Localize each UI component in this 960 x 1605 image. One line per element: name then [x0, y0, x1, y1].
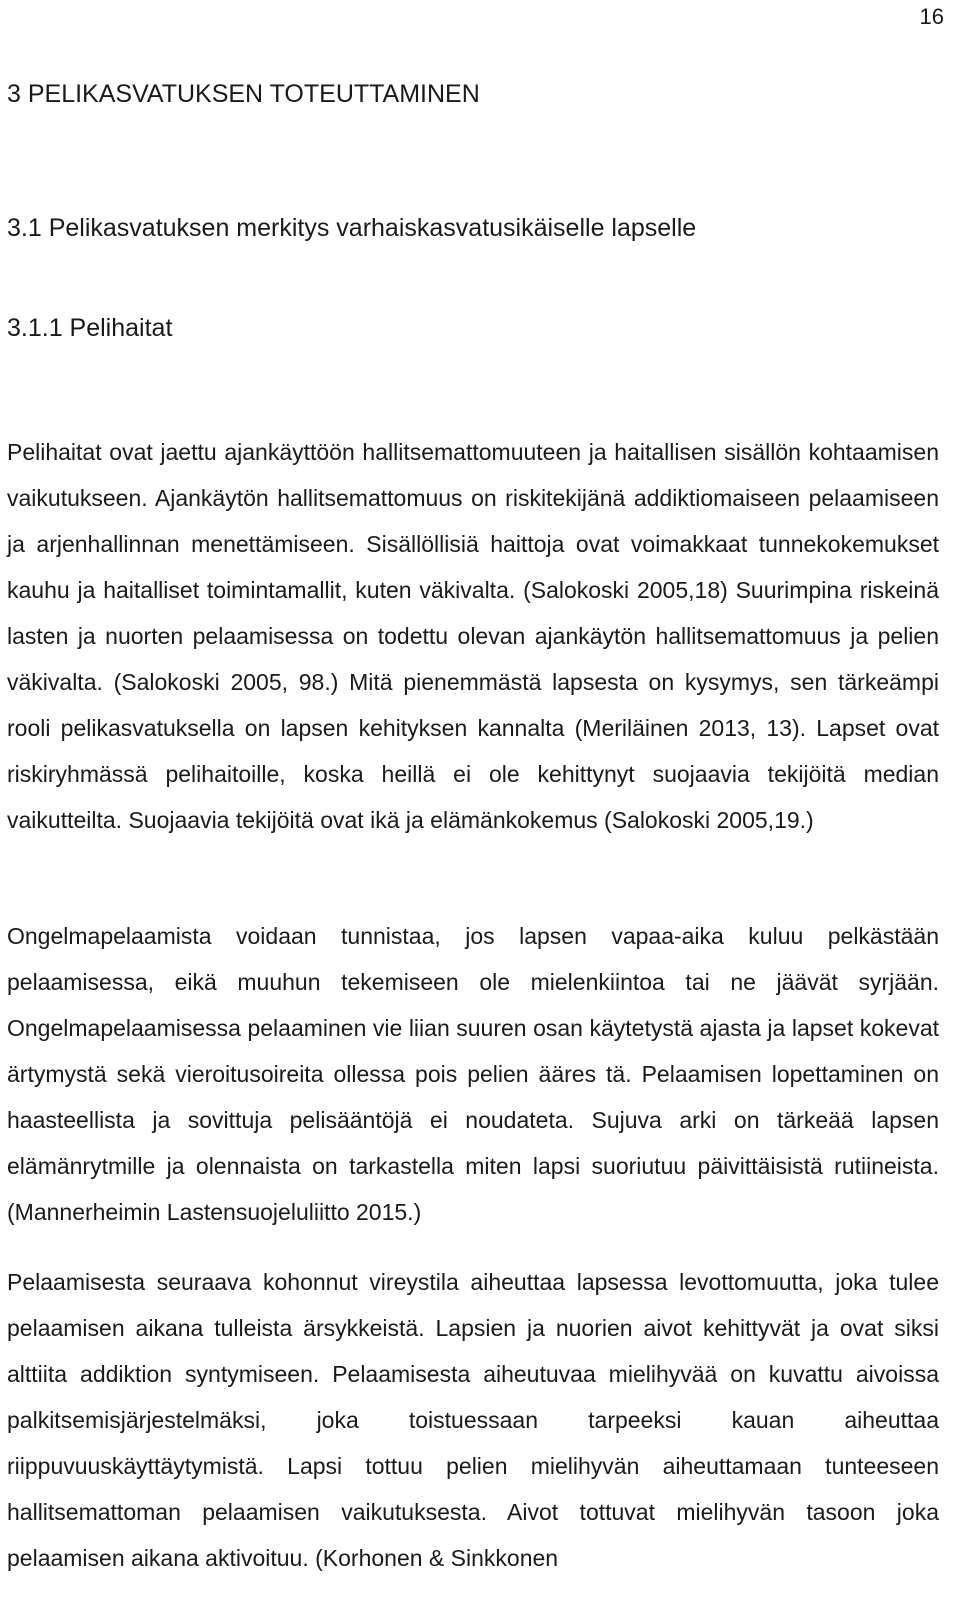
paragraph-ongelmapelaaminen: Ongelmapelaamista voidaan tunnistaa, jos lapsen vapaa-aika kuluu pelkästään pelaamisessa, eikä muuhun tekemiseen ole mielenkiintoa tai ne jäävät syrjään. Ongelmapelaamisessa pelaaminen vie liian suuren osan käytetystä ajasta ja lapset kokevat ärtymystä sekä vieroitusoireita ollessa pois pelien ääres tä. Pelaamisen lopettaminen on haasteellista ja sovittuja pelisääntöjä ei noudateta. Sujuva arki on tärkeää lapsen elämänrytmille ja olennaista on tarkastella miten lapsi suoriutuu päivittäisistä rutiineista. (Mannerheimin Lastensuojeluliitto 2015.)	[7, 923, 939, 1225]
chapter-heading: 3 PELIKASVATUKSEN TOTEUTTAMINEN	[7, 80, 480, 108]
paragraph-vireystila: Pelaamisesta seuraava kohonnut vireystila aiheuttaa lapsessa levottomuutta, joka tulee pelaamisen aikana tulleista ärsykkeistä. Lapsien ja nuorien aivot kehittyvät ja ovat siksi alttiita addiktion syntymiseen. Pelaamisesta aiheutuvaa mielihyvää on kuvattu aivoissa palkitsemisjärjestelmäksi, joka toistuessaan tarpeeksi kauan aiheuttaa riippuvuuskäyttäytymistä. Lapsi tottuu pelien mielihyvän aiheuttamaan tunteeseen hallitsemattoman pelaamisen vaikutuksesta. Aivot tottuvat mielihyvän tasoon joka pelaamisen aikana aktivoituu. (Korhonen & Sinkkonen	[7, 1269, 939, 1571]
paragraph-pelihaitat: Pelihaitat ovat jaettu ajankäyttöön hallitsemattomuuteen ja haitallisen sisällön kohtaamisen vaikutukseen. Ajankäytön hallitsemattomuus on riskitekijänä addiktiomaiseen pelaamiseen ja arjenhallinnan menettämiseen. Sisällöllisiä haittoja ovat voimakkaat tunnekokemukset kauhu ja haitalliset toimintamallit, kuten väkivalta. (Salokoski 2005,18) Suurimpina riskeinä lasten ja nuorten pelaamisessa on todettu olevan ajankäytön hallitsemattomuus ja pelien väkivalta. (Salokoski 2005, 98.) Mitä pienemmästä lapsesta on kysymys, sen tärkeämpi rooli pelikasvatuksella on lapsen kehityksen kannalta (Meriläinen 2013, 13). Lapset ovat riskiryhmässä pelihaitoille, koska heillä ei ole kehittynyt suojaavia tekijöitä median vaikutteilta. Suojaavia tekijöitä ovat ikä ja elämänkokemus (Salokoski 2005,19.)	[7, 439, 939, 833]
page-number: 16	[919, 4, 944, 29]
subsection-heading: 3.1.1 Pelihaitat	[7, 314, 173, 342]
section-heading: 3.1 Pelikasvatuksen merkitys varhaiskasvatusikäiselle lapselle	[7, 214, 697, 242]
